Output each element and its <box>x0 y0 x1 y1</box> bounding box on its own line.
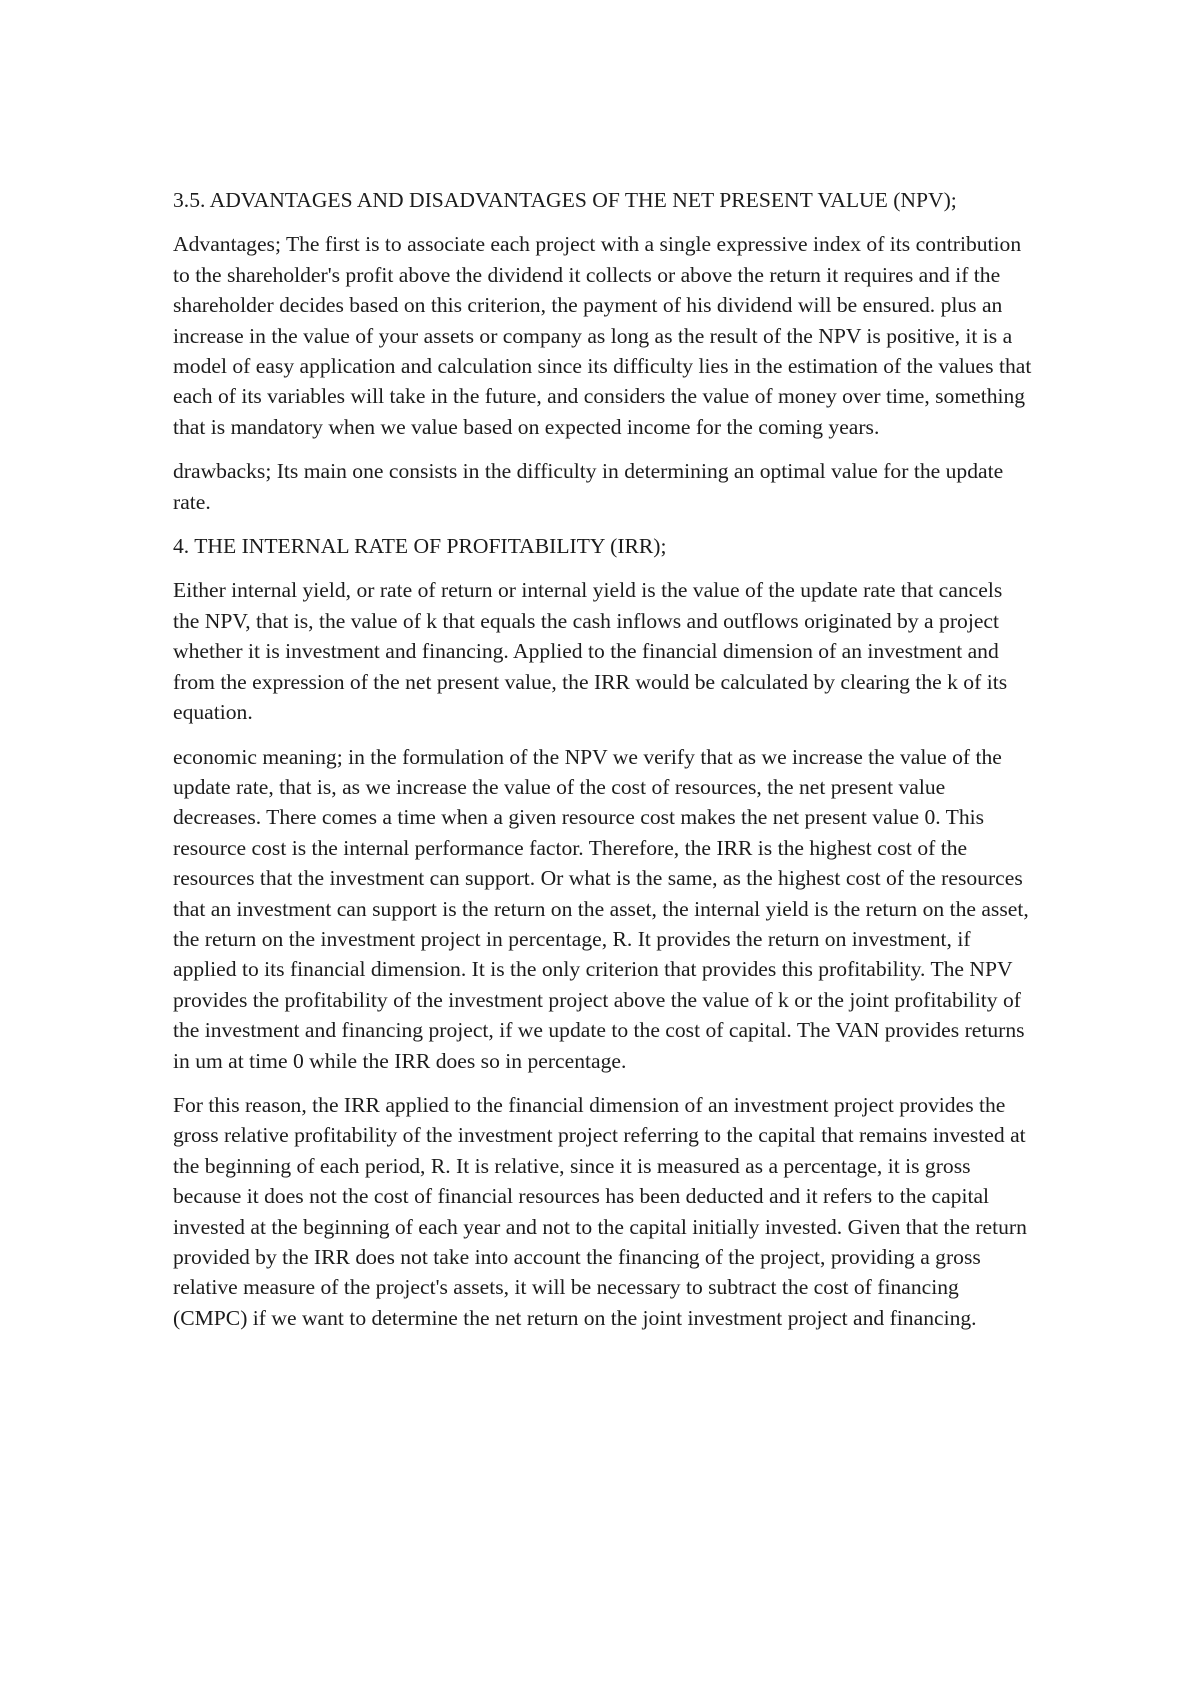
section-heading-npv: 3.5. ADVANTAGES AND DISADVANTAGES OF THE NET PRESENT VALUE (NPV); <box>173 188 957 212</box>
paragraph-economic-meaning: economic meaning; in the formulation of the NPV we verify that as we increase the value of the update rate, that is, as we increase the value of the cost of resources, the net present value decreases. There comes a time when a given resource cost makes the net present value 0. This resource cost is the internal performance factor. Therefore, the IRR is the highest cost of the resources that the investment can support. Or what is the same, as the highest cost of the resources that an investment can support is the return on the asset, the internal yield is the return on the asset, the return on the investment project in percentage, R. It provides the return on investment, if applied to its financial dimension. It is the only criterion that provides this profitability. The NPV provides the profitability of the investment project above the value of k or the joint profitability of the investment and financing project, if we update to the cost of capital. The VAN provides returns in um at time 0 while the IRR does so in percentage. <box>173 744 1029 1073</box>
paragraph-advantages: Advantages; The first is to associate each project with a single expressive index of its contribution to the shareholder's profit above the dividend it collects or above the return it requires and if the shareholder decides based on this criterion, the payment of his dividend will be ensured. plus an increase in the value of your assets or company as long as the result of the NPV is positive, it is a model of easy application and calculation since its difficulty lies in the estimation of the values that each of its variables will take in the future, and considers the value of money over time, something that is mandatory when we value based on expected income for the coming years. <box>173 232 1032 439</box>
section-heading-irr: 4. THE INTERNAL RATE OF PROFITABILITY (IRR); <box>173 534 667 559</box>
paragraph-irr-definition: Either internal yield, or rate of return or internal yield is the value of the update rate that cancels the NPV, that is, the value of k that equals the cash inflows and outflows originated by a project whether it is investment and financing. Applied to the financial dimension of an investment and from the expression of the net present value, the IRR would be calculated by clearing the k of its equation. <box>173 578 1008 725</box>
paragraph-gross-relative-profitability: For this reason, the IRR applied to the financial dimension of an investment project provides the gross relative profitability of the investment project referring to the capital that remains invested at the beginning of each period, R. It is relative, since it is measured as a percentage, it is gross because it does not the cost of financial resources has been deducted and it refers to the capital invested at the beginning of each year and not to the capital initially invested. Given that the return provided by the IRR does not take into account the financing of the project, providing a gross relative measure of the project's assets, it will be necessary to subtract the cost of financing (CMPC) if we want to determine the net return on the joint investment project and financing. <box>173 1092 1027 1330</box>
document-page <box>173 185 1033 1347</box>
paragraph-drawbacks: drawbacks; Its main one consists in the difficulty in determining an optimal value for the update rate. <box>173 459 1004 514</box>
